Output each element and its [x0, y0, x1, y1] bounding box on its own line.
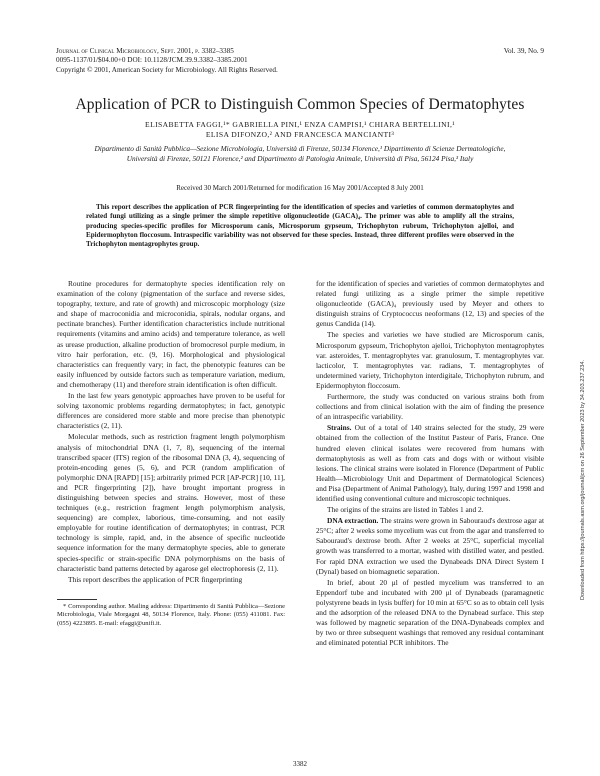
dna-extraction-paragraph — [316, 516, 544, 577]
author-line-2: ELISA DIFONZO,² AND FRANCESCA MANCIANTI³ — [205, 130, 395, 139]
author-line-1: ELISABETTA FAGGI,¹* GABRIELLA PINI,¹ ENZA CAMPISI,¹ CHIARA BERTELLINI,¹ — [145, 120, 455, 129]
issn-doi-line: 0095-1137/01/$04.00+0 DOI: 10.1128/JCM.39.9.3382–3385.2001 — [56, 56, 248, 65]
abstract: This report describes the application of PCR fingerprinting for the identification of species and varieties of common dermatophytes and related fungi utilizing as a single primer the simple repetitive oligonucleotide (GACA)₄. The primer was able to amplify all the strains, producing species-specific profiles for Microsporum canis, Microsporum gypseum, Trichophyton rubrum, Trichophyton ajelloi, and Epidermophyton floccosum. Intraspecific variability was not observed for these species. Instead, three different profiles were observed in the Trichophyton mentagrophytes group. — [86, 203, 514, 249]
right-column — [316, 279, 544, 649]
paragraph: Furthermore, the study was conducted on various strains both from collections and from clinical isolation with the aim of finding the presence of an intraspecific variability. — [316, 392, 544, 422]
affiliations: Dipartimento di Sanità Pubblica—Sezione Microbiologia, Università di Firenze, 50134 Florence,¹ Dipartimento di Scienze Dermatologiche, Università di Firenze, 50121 Florence,² and Dipartimento di Patologia Animale, Università di Pisa, 56124 Pisa,³ Italy — [94, 144, 506, 163]
strains-paragraph — [316, 423, 544, 504]
paragraph: The origins of the strains are listed in Tables 1 and 2. — [327, 505, 484, 515]
paragraph: In the last few years genotypic approaches have proven to be useful for solving taxonomic problems regarding dermatophytes; in fact, genotypic differences are considered more stable and more precise than phenotypic characteristics (2, 11). — [57, 391, 285, 431]
paragraph: Routine procedures for dermatophyte species identification rely on examination of the colony (pigmentation of the surface and reverse sides, topography, texture, and rate of growth) and microscopic morphology (size and shape of macroconidia and microconidia, spirals, nodular organs, and pectinate branches). Further identification characteristics include nutritional requirements (vitamins and amino acids) and temperature tolerance, as well as urease production, alkaline production of bromocresol purple medium, in vitro hair perforation, etc. (9, 16). Morphological and physiological characteristics can frequently vary; in fact, the phenotypic features can be easily influenced by outside factors such as temperature variation, medium, and chemotherapy (11) and therefore strain identification is often difficult. — [57, 279, 285, 389]
dna-extraction-text: The strains were grown in Sabouraud's dextrose agar at 25°C; after 2 weeks some mycelium was cut from the agar and transferred to Sabouraud's dextrose broth. After 2 weeks at 25°C, superficial mycelial growth was transferred to a mortar, washed with distilled water, and pestled. For rapid DNA extraction we used the Dynabeads DNA Direct System I (Dynal) based on biomagnetic separation. — [316, 516, 545, 576]
article-title: Application of PCR to Distinguish Common Species of Dermatophytes — [75, 96, 525, 113]
strains-text: Out of a total of 140 strains selected for the study, 29 were obtained from the collection of the Institut Pasteur of Paris, France. One hundred eleven clinical isolates were recovered from humans with dermatophytosis as well as from cats and dogs with or without visible lesions. The clinical strains were isolated in Florence (Department of Public Health—Microbiology Unit and Department of Dermatological Sciences) and Pisa (Department of Animal Pathology), Italy, during 1997 and 1998 and identified using conventional culture and microscopic techniques. — [316, 423, 544, 503]
page-number: 3382 — [293, 760, 307, 768]
paragraph: In brief, about 20 μl of pestled mycelium was transferred to an Eppendorf tube and incubated with 200 μl of Dynabeads (paramagnetic polystyrene beads in lysis buffer) for 10 min at 65°C so as to obtain cell lysis and the adsorption of the released DNA to the Dynabead surface. This step was followed by magnetic separation of the DNA-Dynabeads complex and by two or three subsequent washings that removed any residual contaminant and eliminated potential PCR inhibitors. The — [316, 577, 544, 648]
journal-citation-line: Journal of Clinical Microbiology, Sept. 2001, p. 3382–3385 — [56, 47, 234, 55]
paragraph: for the identification of species and varieties of common dermatophytes and related fungi utilizing as a single primer the simple repetitive oligonucleotide (GACA)₄ previously used by Meyer and others to distinguish strains of Cryptococcus neoformans (12, 13) and species of the genus Candida (14). — [316, 279, 544, 329]
download-notice: Downloaded from https://journals.asm.org/journal/jcm on 26 September 2023 by 34.203.237.234. — [580, 359, 586, 600]
copyright-line: Copyright © 2001, American Society for Microbiology. All Rights Reserved. — [56, 65, 278, 74]
corresponding-author-footnote: * Corresponding author. Mailing address: Dipartimento di Sanità Pubblica—Sezione Microbiologia, Viale Morgagni 48, 50134 Florence, Italy. Phone: (055) 411081. Fax: (055) 4223895. E-mail: efaggi@unifi.it. — [57, 603, 285, 627]
section-heading-strains: Strains. — [327, 423, 352, 433]
section-heading-dna-extraction: DNA extraction. — [327, 516, 379, 526]
left-column — [57, 279, 285, 586]
paragraph: The species and varieties we have studied are Microsporum canis, Microsporum gypseum, Trichophyton ajelloi, Trichophyton mentagrophytes var. asteroides, T. mentagrophytes var. granulosum, T. mentagrophytes var. lacticolor, T. mentagrophytes var. radians, T. mentagrophytes of undetermined variety, Trichophyton interdigitale, Trichophyton rubrum, and Epidermophyton floccosum. — [316, 330, 544, 390]
received-dates: Received 30 March 2001/Returned for modification 16 May 2001/Accepted 8 July 2001 — [176, 184, 424, 192]
footnote-rule — [57, 599, 97, 600]
volume-label: Vol. 39, No. 9 — [503, 47, 544, 55]
journal-header — [56, 47, 278, 75]
author-list — [70, 120, 530, 140]
paragraph: This report describes the application of PCR fingerprinting — [68, 574, 243, 584]
paragraph: Molecular methods, such as restriction fragment length polymorphism analysis of mitochondrial DNA (1, 7, 8), sequencing of the internal transcribed spacer (ITS) region of the ribosomal DNA (3, 4), sequencing of protein-encoding genes (5, 6), and PCR (random amplification of polymorphic DNA [RAPD] [15]; arbitrarily primed PCR [AP-PCR] [10, 11], and PCR fingerprinting [2]), have brought important progress in distinguishing between species and strains. However, most of these techniques (e.g., restriction fragment length polymorphism analysis, sequencing) are complex, laborious, time-consuming, and not easily employable for routine identification of dermatophytes; in contrast, PCR technology is simple, rapid, and, in the absence of specific nucleotide sequence information for the many dermatophyte species, able to generate species-specific or strain-specific DNA polymorphisms on the basis of characteristic band patterns detected by agarose gel electrophoresis (2, 11). — [57, 432, 285, 573]
